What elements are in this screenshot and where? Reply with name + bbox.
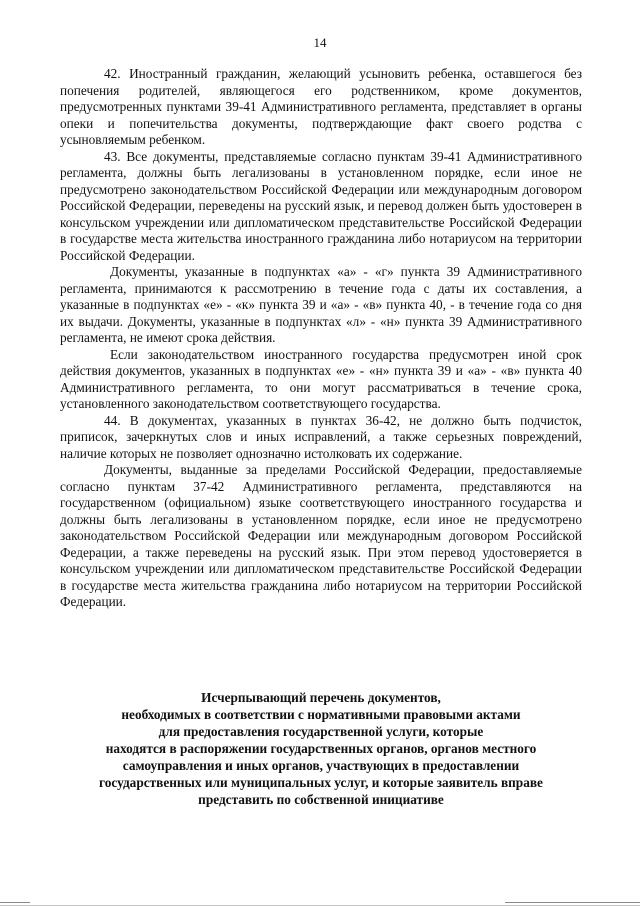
section-heading-line: необходимых в соответствии с нормативными правовыми актами — [121, 707, 521, 722]
page-number: 14 — [313, 35, 327, 50]
paragraph-validity-period: Документы, указанные в подпунктах «а» - «г» пункта 39 Административного регламента, принимаются к рассмотрению в течение года с даты их составления, а указанные в подпунктах «е» - «к» пункта 39 и «а» - «в» пункта 40, - в течение года со дня их выдачи. Документы, указанные в подпунктах «л» - «н» пункта 39 Административного регламента, не имеют срока действия. — [60, 264, 582, 345]
paragraph-44: 44. В документах, указанных в пунктах 36-42, не должно быть подчисток, приписок, зачеркнутых слов и иных исправлений, а также серьезных повреждений, наличие которых не позволяет однозначно истолковать их содержание. — [60, 412, 582, 461]
scan-artifact-line — [0, 902, 30, 903]
section-heading-line: государственных или муниципальных услуг, и которые заявитель вправе — [99, 775, 543, 790]
section-heading-line: представить по собственной инициативе — [198, 792, 444, 807]
section-heading-line: самоуправления и иных органов, участвующих в предоставлении — [122, 758, 520, 773]
body-text — [60, 66, 582, 611]
paragraph-foreign-law-validity: Если законодательством иностранного государства предусмотрен иной срок действия документов, указанных в подпунктах «е» - «н» пункта 39 и «а» - «в» пункта 40 Административного регламента, то они могут рассматриваться в течение срока, установленного законодательством соответствующего государства. — [60, 346, 582, 411]
paragraph-foreign-documents: Документы, выданные за пределами Российской Федерации, предоставляемые согласно пунктам 37-42 Административного регламента, представляются на государственном (официальном) языке соответствующего иностранного государства и должны быть легализованы в установленном порядке, если иное не предусмотрено законодательством Российской Федерации или международным договором Российской Федерации, а также переведены на русский язык. При этом перевод удостоверяется в консульском учреждении или дипломатическом представительстве Российской Федерации в государстве места жительства гражданина либо нотариусом на территории Российской Федерации. — [60, 462, 582, 609]
section-heading-line: находятся в распоряжении государственных органов, органов местного — [105, 741, 537, 756]
section-heading-line: для предоставления государственной услуги, которые — [158, 724, 484, 739]
section-heading — [60, 689, 582, 808]
paragraph-42: 42. Иностранный гражданин, желающий усыновить ребенка, оставшегося без попечения родителей, являющегося его родственником, кроме документов, предусмотренных пунктами 39-41 Административного регламента, представляет в органы опеки и попечительства документы, подтверждающие факт своего родства с усыновляемым ребенком. — [60, 66, 582, 147]
scan-artifact-line — [505, 902, 640, 903]
section-heading-line: Исчерпывающий перечень документов, — [201, 690, 441, 705]
paragraph-43: 43. Все документы, представляемые согласно пунктам 39-41 Административного регламента, должны быть легализованы в установленном порядке, если иное не предусмотрено законодательством Российской Федерации или международным договором Российской Федерации, переведены на русский язык, и перевод должен быть удостоверен в консульском учреждении или дипломатическом представительстве Российской Федерации в государстве места жительства иностранного гражданина либо нотариусом на территории Российской Федерации. — [60, 148, 582, 263]
